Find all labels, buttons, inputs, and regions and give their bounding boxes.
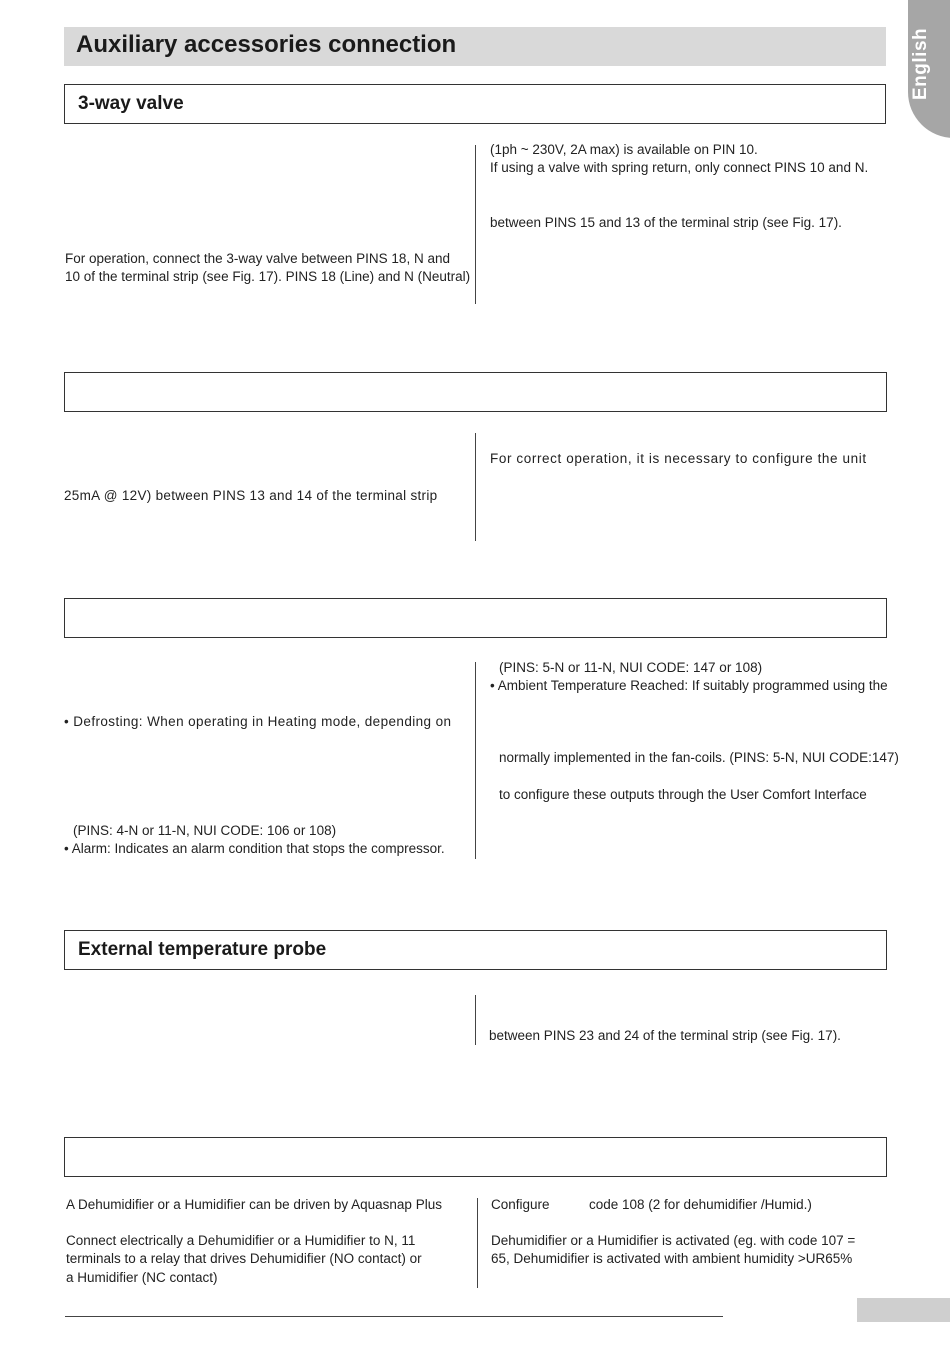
section-title: External temperature probe [78, 939, 327, 960]
paragraph-line: (1ph ~ 230V, 2A max) is available on PIN 10. [490, 142, 758, 157]
paragraph-line: For operation, connect the 3-way valve between PINS 18, N and [65, 251, 450, 266]
paragraph-line: A Dehumidifier or a Humidifier can be driven by Aquasnap Plus [66, 1197, 442, 1212]
paragraph-line: terminals to a relay that drives Dehumidifier (NO contact) or [66, 1251, 422, 1266]
page-number-tab [857, 1298, 950, 1322]
paragraph-line: 25mA @ 12V) between PINS 13 and 14 of the terminal strip [64, 488, 438, 503]
footer-rule [65, 1316, 723, 1317]
paragraph-line: to configure these outputs through the User Comfort Interface [499, 787, 867, 802]
paragraph-line: • Alarm: Indicates an alarm condition that stops the compressor. [64, 841, 445, 856]
paragraph-line: between PINS 23 and 24 of the terminal strip (see Fig. 17). [489, 1028, 841, 1043]
paragraph-line: between PINS 15 and 13 of the terminal strip (see Fig. 17). [490, 215, 842, 230]
column-divider [475, 995, 476, 1045]
column-divider [475, 433, 476, 541]
paragraph-line: (PINS: 5-N or 11-N, NUI CODE: 147 or 108) [499, 660, 763, 675]
section-heading-external-temperature-probe [64, 930, 887, 970]
section-heading-3-way-valve [64, 84, 886, 124]
paragraph-line: code 108 (2 for dehumidifier /Humid.) [589, 1197, 812, 1212]
language-tab [908, 0, 950, 138]
paragraph-line: (PINS: 4-N or 11-N, NUI CODE: 106 or 108) [73, 823, 337, 838]
section-title: 3-way valve [78, 93, 184, 114]
language-label: English [910, 27, 931, 100]
section-heading-box [64, 1137, 887, 1177]
paragraph-line: Configure [491, 1197, 550, 1212]
paragraph-line: normally implemented in the fan-coils. (PINS: 5-N, NUI CODE:147) [499, 750, 899, 765]
paragraph-line: 10 of the terminal strip (see Fig. 17). PINS 18 (Line) and N (Neutral) [65, 269, 471, 284]
paragraph-line: a Humidifier (NC contact) [66, 1270, 218, 1285]
paragraph-line: 65, Dehumidifier is activated with ambient humidity >UR65% [491, 1251, 853, 1266]
page-title: Auxiliary accessories connection [76, 31, 457, 58]
section-heading-box [64, 598, 887, 638]
column-divider [475, 145, 476, 304]
section-heading-box [64, 372, 887, 412]
column-divider [475, 662, 476, 859]
paragraph-line: • Defrosting: When operating in Heating mode, depending on [64, 714, 452, 729]
paragraph-line: Dehumidifier or a Humidifier is activated (eg. with code 107 = [491, 1233, 856, 1248]
page-title-bar [64, 27, 886, 66]
paragraph-line: For correct operation, it is necessary to configure the unit [490, 451, 867, 466]
paragraph-line: Connect electrically a Dehumidifier or a Humidifier to N, 11 [66, 1233, 416, 1248]
paragraph-line: If using a valve with spring return, only connect PINS 10 and N. [490, 160, 869, 175]
paragraph-line: • Ambient Temperature Reached: If suitably programmed using the [490, 678, 888, 693]
column-divider [477, 1198, 478, 1288]
